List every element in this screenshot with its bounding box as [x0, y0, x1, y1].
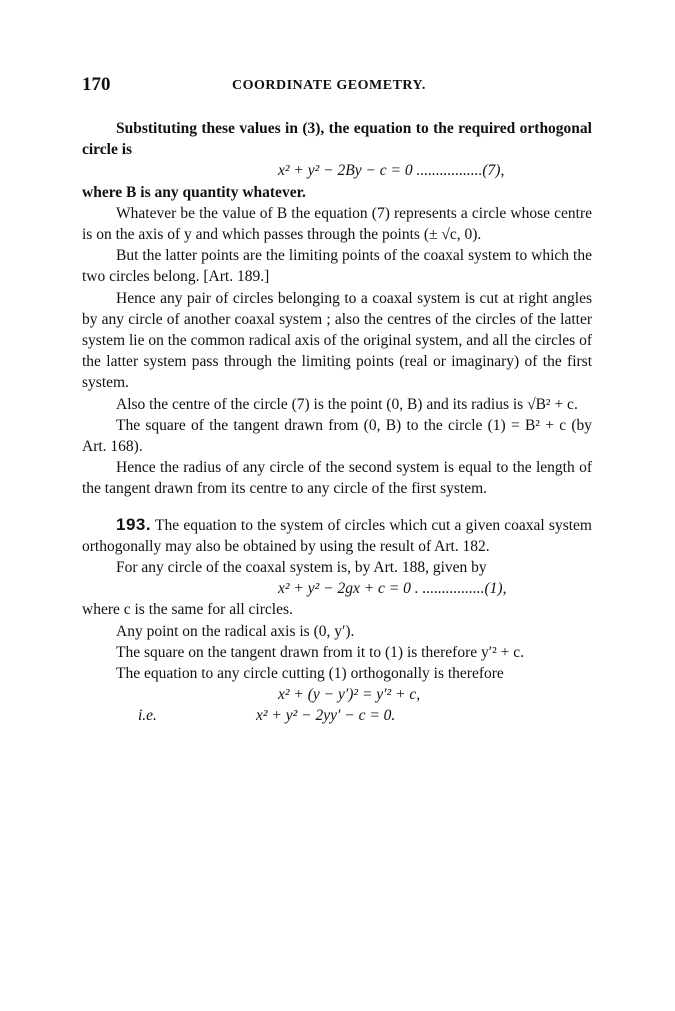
paragraph — [82, 245, 592, 287]
paragraph — [82, 203, 592, 245]
paragraph — [82, 182, 592, 203]
paragraph — [82, 118, 592, 160]
paragraph-text: Whatever be the value of B the equation (7) represents a circle whose centre is on the axis of y and which passes through the points (± √c, 0). — [82, 204, 592, 244]
section-gap — [82, 500, 592, 514]
equation-text: x² + y² − 2gx + c = 0 . ................(1), — [278, 580, 507, 598]
paragraph — [82, 457, 592, 499]
paragraph — [82, 415, 592, 457]
paragraph-text: Any point on the radical axis is (0, y′). — [116, 622, 355, 640]
paragraph-text: Hence the radius of any circle of the second system is equal to the length of the tangent drawn from its centre to any circle of the first system. — [82, 459, 592, 498]
equation — [82, 684, 592, 705]
paragraph — [82, 288, 592, 394]
paragraph-text: Substituting these values in (3), the equation to the required orthogonal circle is — [82, 120, 592, 159]
paragraph — [82, 557, 592, 578]
article-number: 193. — [116, 514, 152, 534]
paragraph-text: The equation to the system of circles which cut a given coaxal system orthogonally may also be obtained by using the result of Art. 182. — [82, 516, 592, 555]
page — [82, 74, 592, 727]
paragraph — [82, 394, 592, 415]
equation-text: x² + y² − 2By − c = 0 .................(7), — [278, 162, 505, 180]
paragraph-text: where c is the same for all circles. — [82, 601, 293, 619]
paragraph — [82, 663, 592, 684]
running-title: COORDINATE GEOMETRY. — [232, 78, 426, 93]
page-number: 170 — [82, 74, 111, 95]
paragraph-text: Also the centre of the circle (7) is the point (0, B) and its radius is √B² + c. — [116, 395, 578, 413]
paragraph-text: The square on the tangent drawn from it to (1) is therefore y′² + c. — [116, 643, 525, 661]
paragraph-text: where B is any quantity whatever. — [82, 183, 306, 201]
page-body — [82, 118, 592, 727]
equation-text: x² + (y − y′)² = y′² + c, — [278, 686, 421, 704]
article-paragraph — [82, 514, 592, 557]
paragraph-text: But the latter points are the limiting points of the coaxal system to which the two circles belong. [Art. 189.] — [82, 247, 592, 286]
paragraph-text: Hence any pair of circles belonging to a coaxal system is cut at right angles by any circle of another coaxal system ; also the centres of the circles of the latter system lie on the common radical axis of the original system, and all the circles of the latter system pass through the limiting points (real or imaginary) of the first system. — [82, 289, 592, 392]
equation-prefix: i.e. — [138, 707, 157, 725]
paragraph — [82, 599, 592, 620]
paragraph-text: The square of the tangent drawn from (0, B) to the circle (1) = B² + c (by Art. 168). — [82, 416, 592, 456]
paragraph-text: For any circle of the coaxal system is, by Art. 188, given by — [116, 559, 487, 577]
equation-text: x² + y² − 2yy′ − c = 0. — [256, 707, 396, 725]
paragraph — [82, 621, 592, 642]
paragraph-text: The equation to any circle cutting (1) orthogonally is therefore — [116, 665, 504, 683]
page-header — [82, 74, 592, 98]
equation — [82, 578, 592, 599]
equation — [82, 160, 592, 181]
paragraph — [82, 642, 592, 663]
equation — [82, 705, 592, 726]
